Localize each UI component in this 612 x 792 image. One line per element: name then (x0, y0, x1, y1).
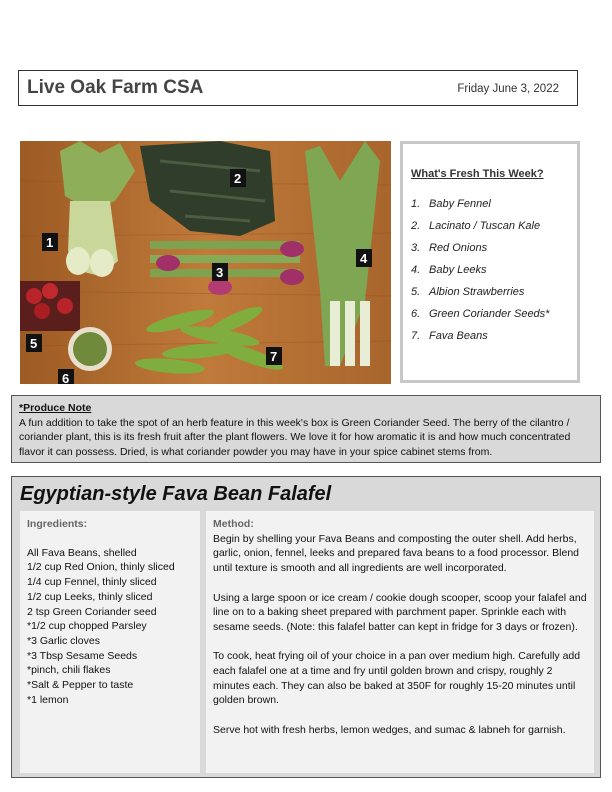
photo-label-5: 5 (30, 336, 38, 351)
method-step: Serve hot with fresh herbs, lemon wedges, and sumac & labneh for garnish. (213, 723, 566, 736)
ingredient-item: *1/2 cup chopped Parsley (27, 620, 147, 633)
whats-fresh-heading: What's Fresh This Week? (411, 168, 544, 180)
ingredient-item: *1 lemon (27, 693, 69, 706)
method-step: To cook, heat frying oil of your choice in a pan over medium high. Carefully add each falafel one at a time and fry until golden brown and crispy, roughly 2 minutes each. They can also be baked at 350F for roughly 15-20 minutes until golden brown. (213, 650, 581, 707)
ingredient-item: All Fava Beans, shelled (27, 546, 137, 559)
method-panel (206, 511, 594, 773)
produce-note (11, 395, 601, 463)
farm-title: Live Oak Farm CSA (27, 77, 204, 98)
produce-note-text: A fun addition to take the spot of an herb feature in this week's box is Green Coriander Seed. The berry of the cilantro / coriander plant, this is its fresh fruit after the plant flowers. We love it for how aromatic it is and how much concentrated flavor it can possess. Dried, is what coriander powder you may have in your spice cabinet stems from. (19, 416, 571, 458)
fresh-item: 1. Baby Fennel (411, 198, 491, 210)
fresh-list (411, 198, 549, 352)
photo-label-1: 1 (46, 235, 54, 250)
produce-photo (20, 141, 391, 384)
fresh-item: 3. Red Onions (411, 242, 488, 254)
ingredient-item: *pinch, chili flakes (27, 664, 111, 677)
method-step: Using a large spoon or ice cream / cookie dough scooper, scoop your falafel and line on to a baking sheet prepared with parchment paper. Sprinkle each with sesame seeds. (Note: this falafel batter can kept in fridge for 3 days or frozen). (213, 591, 587, 633)
ingredient-item: *Salt & Pepper to taste (27, 679, 134, 692)
method-step: Begin by shelling your Fava Beans and composting the outer shell. Add herbs, garlic, onion, fennel, leeks and prepared fava beans to a food processor. Blend until texture is smooth and all ingredients are well incorporated. (213, 532, 579, 575)
whats-fresh-panel (400, 141, 580, 383)
strawberry-illustration (20, 281, 80, 331)
fresh-item: 5. Albion Strawberries (411, 286, 525, 298)
ingredient-item: 1/4 cup Fennel, thinly sliced (27, 576, 157, 589)
fresh-item: 2. Lacinato / Tuscan Kale (411, 220, 541, 232)
ingredients-panel (20, 511, 200, 773)
ingredients-heading: Ingredients: (27, 518, 88, 530)
method-heading: Method: (213, 518, 254, 530)
ingredient-item: 1/2 cup Leeks, thinly sliced (27, 590, 153, 603)
ingredient-item: *3 Garlic cloves (27, 634, 100, 647)
photo-label-6: 6 (62, 371, 70, 384)
fresh-item: 4. Baby Leeks (411, 264, 487, 276)
page-header (18, 70, 578, 106)
produce-note-label: *Produce Note (19, 402, 92, 414)
newsletter-date: Friday June 3, 2022 (457, 83, 559, 95)
photo-label-3: 3 (216, 265, 224, 280)
photo-label-4: 4 (360, 251, 368, 266)
coriander-illustration (68, 327, 112, 371)
recipe-panel (11, 476, 601, 778)
ingredient-item: *3 Tbsp Sesame Seeds (27, 649, 138, 662)
photo-label-2: 2 (234, 171, 242, 186)
photo-label-7: 7 (270, 349, 278, 364)
recipe-title: Egyptian-style Fava Bean Falafel (20, 483, 332, 505)
ingredient-item: 2 tsp Green Coriander seed (27, 605, 157, 618)
ingredient-item: 1/2 cup Red Onion, thinly sliced (27, 561, 175, 574)
fresh-item: 6. Green Coriander Seeds* (411, 308, 550, 320)
fresh-item: 7. Fava Beans (411, 330, 488, 342)
